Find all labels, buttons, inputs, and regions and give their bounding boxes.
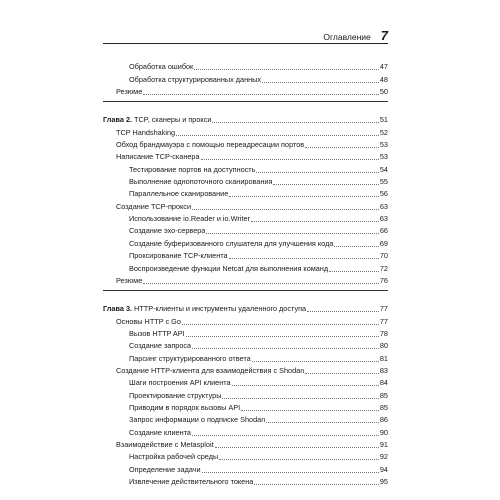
dot-leader bbox=[229, 258, 379, 259]
toc-page-number: 69 bbox=[379, 238, 388, 248]
toc-entry-label: Использование io.Reader и io.Writer bbox=[129, 214, 250, 224]
toc-page-number: 63 bbox=[379, 201, 388, 211]
toc-entry bbox=[103, 139, 388, 151]
toc-entry-label: Запрос информации о подписке Shodan bbox=[129, 415, 266, 425]
dot-leader bbox=[194, 69, 379, 70]
toc-entry bbox=[103, 73, 388, 85]
toc-entry-label: Создание эхо-сервера bbox=[129, 226, 206, 236]
toc-page-number: 78 bbox=[379, 328, 388, 338]
toc-entry-label: Шаги построения API клиента bbox=[129, 378, 231, 388]
dot-leader bbox=[241, 410, 379, 411]
toc-entry-label: Тестирование портов на доступность bbox=[129, 164, 256, 174]
toc-page-number: 80 bbox=[379, 341, 388, 351]
toc-entry-label: Создание буферизованного слушателя для улучшения кода bbox=[129, 238, 334, 248]
toc-entry bbox=[103, 213, 388, 225]
dot-leader bbox=[273, 184, 378, 185]
toc-entry bbox=[103, 451, 388, 463]
table-of-contents bbox=[103, 61, 388, 488]
dot-leader bbox=[305, 147, 379, 148]
toc-entry bbox=[103, 225, 388, 237]
toc-entry-label: Проксирование TCP-клиента bbox=[129, 251, 228, 261]
toc-entry-label: Взаимодействие с Metasploit bbox=[116, 439, 214, 449]
section-divider bbox=[103, 101, 388, 102]
toc-entry bbox=[103, 426, 388, 438]
dot-leader bbox=[329, 271, 379, 272]
toc-page-number: 53 bbox=[379, 140, 388, 150]
toc-entry-label: Основы HTTP с Go bbox=[116, 316, 181, 326]
dot-leader bbox=[212, 122, 378, 123]
toc-entry bbox=[103, 365, 388, 377]
dot-leader bbox=[215, 447, 379, 448]
dot-leader bbox=[192, 348, 379, 349]
toc-entry-label: Извлечение действительного токена bbox=[129, 477, 254, 486]
toc-entry-label: Обработка структурированных данных bbox=[129, 74, 262, 84]
toc-entry-label: Вызов HTTP API bbox=[129, 328, 185, 338]
toc-entry bbox=[103, 176, 388, 188]
toc-entry bbox=[103, 250, 388, 262]
dot-leader bbox=[232, 385, 379, 386]
toc-entry bbox=[103, 439, 388, 451]
toc-entry-label: Обработка ошибок bbox=[129, 62, 194, 72]
toc-page-number: 90 bbox=[379, 427, 388, 437]
toc-page-number: 54 bbox=[379, 164, 388, 174]
toc-entry bbox=[103, 237, 388, 249]
toc-page-number: 95 bbox=[379, 477, 388, 486]
dot-leader bbox=[229, 196, 379, 197]
toc-entry-label: Резюме bbox=[116, 275, 143, 285]
toc-chapter-title: TCP, сканеры и прокси bbox=[132, 115, 212, 125]
dot-leader bbox=[219, 459, 379, 460]
toc-entry bbox=[103, 61, 388, 73]
dot-leader bbox=[206, 233, 379, 234]
toc-entry-label: Обход брандмауэра с помощью переадресации портов bbox=[116, 140, 305, 150]
toc-entry bbox=[103, 340, 388, 352]
dot-leader bbox=[266, 422, 379, 423]
toc-chapter-number: Глава 2. bbox=[103, 115, 133, 125]
toc-entry bbox=[103, 414, 388, 426]
toc-page-number: 56 bbox=[379, 189, 388, 199]
page-number: 7 bbox=[380, 28, 388, 43]
toc-entry-label: Резюме bbox=[116, 87, 143, 97]
toc-page-number: 63 bbox=[379, 214, 388, 224]
dot-leader bbox=[222, 398, 378, 399]
toc-page-number: 76 bbox=[379, 275, 388, 285]
toc-page-number: 84 bbox=[379, 378, 388, 388]
dot-leader bbox=[305, 373, 379, 374]
toc-page-number: 72 bbox=[379, 263, 388, 273]
running-header-title: Оглавление bbox=[323, 32, 371, 42]
toc-chapter-entry bbox=[103, 303, 388, 315]
toc-entry-label: Приводим в порядок вызовы API bbox=[129, 402, 241, 412]
toc-entry-label: Определение задачи bbox=[129, 464, 201, 474]
toc-entry-label: Создание HTTP-клиента для взаимодействия с Shodan bbox=[116, 365, 305, 375]
toc-page-number: 81 bbox=[379, 353, 388, 363]
toc-chapter-label bbox=[103, 114, 211, 126]
toc-page-number: 70 bbox=[379, 251, 388, 261]
toc-entry-label: Параллельное сканирование bbox=[129, 189, 229, 199]
toc-entry bbox=[103, 163, 388, 175]
dot-leader bbox=[202, 472, 379, 473]
toc-entry-label: Воспроизведение функции Netcat для выполнения команд bbox=[129, 263, 329, 273]
toc-page-number: 85 bbox=[379, 402, 388, 412]
dot-leader bbox=[186, 336, 379, 337]
toc-chapter-title: HTTP-клиенты и инструменты удаленного доступа bbox=[132, 304, 307, 314]
toc-page-number: 51 bbox=[379, 115, 388, 125]
section-divider bbox=[103, 290, 388, 291]
toc-entry bbox=[103, 151, 388, 163]
header-rule bbox=[103, 43, 388, 44]
toc-entry bbox=[103, 315, 388, 327]
dot-leader bbox=[143, 94, 379, 95]
toc-page-number: 52 bbox=[379, 127, 388, 137]
toc-entry bbox=[103, 126, 388, 138]
toc-entry-label: TCP Handshaking bbox=[116, 127, 176, 137]
dot-leader bbox=[307, 311, 379, 312]
toc-entry bbox=[103, 275, 388, 287]
toc-entry bbox=[103, 402, 388, 414]
toc-entry bbox=[103, 389, 388, 401]
toc-entry bbox=[103, 262, 388, 274]
toc-page-number: 86 bbox=[379, 415, 388, 425]
running-header bbox=[103, 28, 388, 42]
toc-chapter-number: Глава 3. bbox=[103, 304, 133, 314]
toc-entry bbox=[103, 463, 388, 475]
dot-leader bbox=[252, 361, 379, 362]
toc-entry-label: Парсинг структурированного ответа bbox=[129, 353, 251, 363]
dot-leader bbox=[262, 82, 379, 83]
toc-page-number: 77 bbox=[379, 316, 388, 326]
toc-entry bbox=[103, 377, 388, 389]
toc-page-number: 48 bbox=[379, 74, 388, 84]
toc-entry bbox=[103, 328, 388, 340]
dot-leader bbox=[251, 221, 379, 222]
toc-entry bbox=[103, 200, 388, 212]
toc-entry-label: Проектирование структуры bbox=[129, 390, 222, 400]
toc-entry bbox=[103, 476, 388, 488]
toc-entry-label: Создание запроса bbox=[129, 341, 192, 351]
toc-page-number: 91 bbox=[379, 439, 388, 449]
dot-leader bbox=[143, 283, 379, 284]
toc-page-number: 66 bbox=[379, 226, 388, 236]
dot-leader bbox=[201, 159, 379, 160]
toc-entry-label: Написание TCP-сканера bbox=[116, 152, 200, 162]
dot-leader bbox=[176, 135, 379, 136]
dot-leader bbox=[182, 324, 379, 325]
dot-leader bbox=[256, 172, 378, 173]
toc-page-number: 77 bbox=[379, 304, 388, 314]
toc-entry bbox=[103, 86, 388, 98]
toc-entry-label: Создание клиента bbox=[129, 427, 191, 437]
toc-page-number: 92 bbox=[379, 452, 388, 462]
toc-page-number: 53 bbox=[379, 152, 388, 162]
toc-page-number: 55 bbox=[379, 177, 388, 187]
dot-leader bbox=[192, 209, 379, 210]
toc-chapter-entry bbox=[103, 114, 388, 126]
toc-page-number: 47 bbox=[379, 62, 388, 72]
toc-page-number: 94 bbox=[379, 464, 388, 474]
toc-entry-label: Настройка рабочей среды bbox=[129, 452, 219, 462]
toc-entry bbox=[103, 352, 388, 364]
dot-leader bbox=[192, 435, 379, 436]
toc-page-number: 85 bbox=[379, 390, 388, 400]
toc-page-number: 50 bbox=[379, 87, 388, 97]
dot-leader bbox=[334, 246, 378, 247]
toc-entry-label: Создание TCP-прокси bbox=[116, 201, 192, 211]
toc-entry-label: Выполнение однопоточного сканирования bbox=[129, 177, 273, 187]
dot-leader bbox=[254, 484, 379, 485]
toc-page-number: 83 bbox=[379, 365, 388, 375]
toc-entry bbox=[103, 188, 388, 200]
toc-chapter-label bbox=[103, 303, 306, 315]
